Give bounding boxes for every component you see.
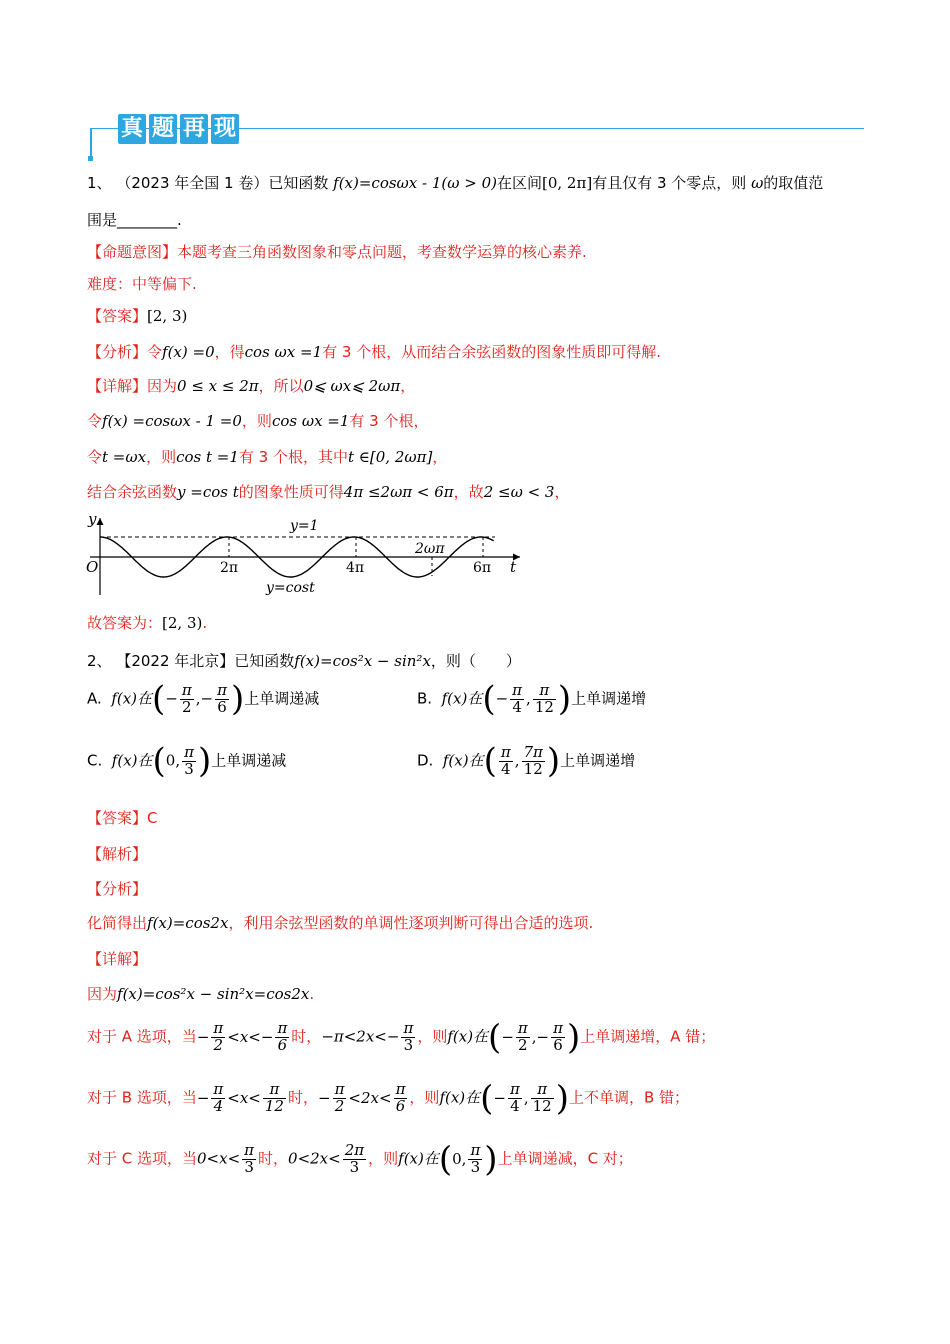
check-text: 上不单调，B 错； (569, 1088, 690, 1107)
option-post: 上单调递增 (560, 751, 636, 770)
detail-math: y =cos t (177, 483, 239, 501)
q2-analysis (87, 912, 593, 933)
q1-final (87, 612, 207, 633)
tick-label-6pi: 6π (473, 560, 492, 576)
final-value: [2, 3) (162, 614, 203, 632)
q1-difficulty: 难度：中等偏下. (87, 275, 197, 293)
option-d[interactable]: D. f(x)在( $\frac{\pi}{4}$ , $\frac{7\pi}{12}$ )上单调递增 (417, 741, 636, 781)
detail-math: f(x)=cos²x − sin²x=cos2x (117, 985, 310, 1003)
cosine-graph (80, 510, 530, 600)
detail-text: ， (400, 377, 416, 395)
frac-num: 7π (523, 742, 543, 761)
header-left-line (90, 128, 92, 158)
y1-label: y=1 (290, 518, 319, 534)
option-pre: f(x)在 (441, 689, 483, 708)
check-text: 时， (287, 1088, 318, 1107)
detail-text: ， (554, 483, 570, 501)
option-label: A. (87, 689, 102, 708)
detail-math: 4π ≤2ωπ < 6π (343, 483, 454, 501)
option-pre: f(x)在 (111, 751, 153, 770)
analysis-label: 【分析】 (87, 343, 148, 361)
q2-check-b: 对于 B 选项，当− $\frac{\pi}{4}$ <x< $\frac{\pi}{12}$ 时，− $\frac{\pi}{2}$ <2x< $\frac{\pi}{6}$ ，则f(x)在(− $\frac{\pi}{4}$ , $\frac{\pi}{12}$ )上不单调，B 错； (87, 1078, 690, 1118)
detail-math: t ∈[0, 2ωπ] (348, 448, 433, 466)
detail-text: 因为 (147, 377, 178, 395)
option-a[interactable]: A. f(x)在(− $\frac{\pi}{2}$ ,− $\frac{\pi}{6}$ )上单调递减 (87, 679, 320, 719)
check-text: 对于 B 选项，当 (87, 1088, 197, 1107)
frac-num: π (181, 680, 192, 699)
tick-label-4pi: 4π (346, 560, 365, 576)
option-zero: 0 (165, 751, 176, 770)
detail-text: 因为 (87, 985, 118, 1003)
q1-detail-2 (87, 410, 429, 431)
analysis-b: ，得 (214, 343, 245, 361)
omega-label: 2ωπ (415, 541, 445, 557)
detail-text: ，所以 (258, 377, 304, 395)
option-label: C. (87, 751, 103, 770)
check-math: f(x)在 (398, 1149, 439, 1168)
q1-detail-4 (87, 481, 569, 502)
detail-math: f(x) =cosωx - 1 =0 (102, 412, 242, 430)
header-char: 题 (149, 114, 177, 144)
final-text: 故答案为： (87, 614, 163, 632)
q1-source: （2023 年全国 1 卷）已知函数 (116, 174, 329, 192)
q1-intent (87, 241, 587, 262)
option-pre: f(x)在 (442, 751, 484, 770)
check-math: −π<2x<− (321, 1027, 400, 1046)
detail-text: ，则 (146, 448, 177, 466)
check-math: 0<2x< (288, 1149, 341, 1168)
origin-label: O (86, 558, 99, 576)
check-text: 对于 A 选项，当 (87, 1027, 197, 1046)
answer-label: 【答案】 (87, 809, 148, 827)
check-math: f(x)在 (447, 1027, 489, 1046)
detail-text: 令 (87, 412, 103, 430)
detail-text: . (309, 985, 315, 1003)
curve-label: y=cost (266, 580, 315, 596)
q2-function: f(x)=cos²x − sin²x (294, 652, 431, 670)
intent-text: 本题考查三角函数图象和零点问题，考查数学运算的核心素养. (177, 243, 587, 261)
detail-math: 2 ≤ω < 3 (483, 483, 555, 501)
header-title (118, 114, 242, 144)
q1-mid: 在区间 (496, 174, 542, 192)
analysis-text: ，利用余弦型函数的单调性逐项判断可得出合适的选项. (228, 914, 594, 932)
frac-num: π (500, 742, 511, 761)
detail-math: cos t =1 (176, 448, 239, 466)
option-post: 上单调递减 (244, 689, 320, 708)
q2-stem (87, 650, 521, 671)
option-post: 上单调递减 (211, 751, 287, 770)
q1-tail2: 的取值范 (763, 174, 824, 192)
check-text: 对于 C 选项，当 (87, 1149, 198, 1168)
header-char: 真 (118, 114, 146, 144)
q2-tail: ，则（ ） (430, 652, 521, 670)
section-header (86, 112, 866, 162)
header-dot (88, 156, 93, 161)
check-text: 时， (258, 1149, 289, 1168)
q1-detail-1 (87, 375, 415, 396)
option-label: B. (417, 689, 433, 708)
detail-math: t =ωx (102, 448, 147, 466)
option-label: D. (417, 751, 434, 770)
frac-den: 6 (217, 697, 227, 716)
option-post: 上单调递增 (571, 689, 647, 708)
analysis-math: f(x)=cos2x (147, 914, 229, 932)
frac-den: 12 (534, 697, 554, 716)
detail-text: 有 3 个根， (349, 412, 429, 430)
frac-num: π (512, 680, 523, 699)
detail-text: ， (432, 448, 448, 466)
t-axis-label: t (510, 558, 517, 576)
detail-text: 的图象性质可得 (238, 483, 344, 501)
q1-function: f(x)=cosωx - 1(ω > 0) (333, 174, 497, 192)
q1-answer (87, 305, 187, 326)
answer-value: C (147, 809, 158, 827)
q2-analysis-label: 【分析】 (87, 880, 148, 898)
answer-label: 【答案】 (87, 307, 148, 325)
check-text: ，则 (409, 1088, 440, 1107)
final-dot: . (202, 614, 208, 632)
detail-label: 【详解】 (87, 377, 148, 395)
q1-detail-3 (87, 446, 447, 467)
analysis-d: 有 3 个根，从而结合余弦函数的图象性质即可得解. (322, 343, 661, 361)
option-c[interactable]: C. f(x)在(0, $\frac{\pi}{3}$ )上单调递减 (87, 741, 287, 781)
q1-stem-line1 (87, 172, 823, 193)
detail-text: ，则 (241, 412, 272, 430)
frac-num: π (533, 683, 556, 700)
check-text: 上单调递减，C 对； (497, 1149, 633, 1168)
detail-text: 结合余弦函数 (87, 483, 178, 501)
q1-number: 1、 (87, 174, 112, 192)
q2-detail (87, 983, 314, 1004)
intent-label: 【命题意图】 (87, 243, 178, 261)
q2-check-a: 对于 A 选项，当− $\frac{\pi}{2}$ <x<− $\frac{\pi}{6}$ 时，−π<2x<− $\frac{\pi}{3}$ ，则f(x)在(− $\frac{\pi}{2}$ ,− $\frac{\pi}{6}$ )上单调递增，A 错； (87, 1017, 716, 1057)
frac-num: π (217, 680, 227, 699)
q2-detail-label: 【详解】 (87, 950, 148, 968)
frac-num: π (184, 742, 194, 761)
frac-den: 4 (512, 697, 522, 716)
detail-math: 0 ≤ x ≤ 2π (177, 377, 259, 395)
detail-text: 令 (87, 448, 103, 466)
analysis-a: 令 (147, 343, 163, 361)
q1-tail: 有且仅有 3 个零点，则 (592, 174, 747, 192)
answer-value: [2, 3) (147, 307, 188, 325)
header-char: 再 (180, 114, 208, 144)
q2-jiexi: 【解析】 (87, 845, 148, 863)
detail-text: 有 3 个根，其中 (238, 448, 348, 466)
q2-number: 2、 (87, 652, 112, 670)
option-pre: f(x)在 (111, 689, 153, 708)
q1-omega: ω (751, 174, 764, 192)
check-text: ，则 (368, 1149, 399, 1168)
q1-analysis (87, 341, 661, 362)
detail-math: 0⩽ ωx⩽ 2ωπ (303, 377, 401, 395)
y-axis-label: y (88, 510, 97, 528)
check-math: 0<x< (197, 1149, 241, 1168)
check-text: ，则 (417, 1027, 448, 1046)
detail-math: cos ωx =1 (271, 412, 350, 430)
q2-source: 【2022 年北京】已知函数 (116, 652, 295, 670)
tick-label-2pi: 2π (220, 560, 239, 576)
q2-answer (87, 807, 158, 828)
analysis-f: f(x) =0 (162, 343, 215, 361)
check-text: 上单调递增，A 错； (580, 1027, 716, 1046)
check-math: f(x)在 (439, 1088, 481, 1107)
detail-text: ，故 (453, 483, 484, 501)
q1-stem-line2: 围是________. (87, 211, 182, 229)
frac-den: 12 (523, 759, 543, 778)
frac-den: 4 (501, 759, 511, 778)
analysis-text: 化简得出 (87, 914, 148, 932)
frac-den: 2 (182, 697, 192, 716)
option-b[interactable]: B. f(x)在(− $\frac{\pi}{4}$ , $\frac{\pi}{12}$ )上单调递增 (417, 679, 647, 719)
frac-den: 3 (184, 759, 194, 778)
analysis-c: cos ωx =1 (244, 343, 323, 361)
q2-check-c: 对于 C 选项，当0<x< $\frac{\pi}{3}$ 时，0<2x< $\frac{2\pi}{3}$ ，则f(x)在(0, $\frac{\pi}{3}$ )上单调递减，C 对； (87, 1139, 633, 1179)
check-text: 时， (291, 1027, 322, 1046)
header-char: 现 (211, 114, 239, 144)
q1-interval: [0, 2π] (542, 174, 593, 192)
